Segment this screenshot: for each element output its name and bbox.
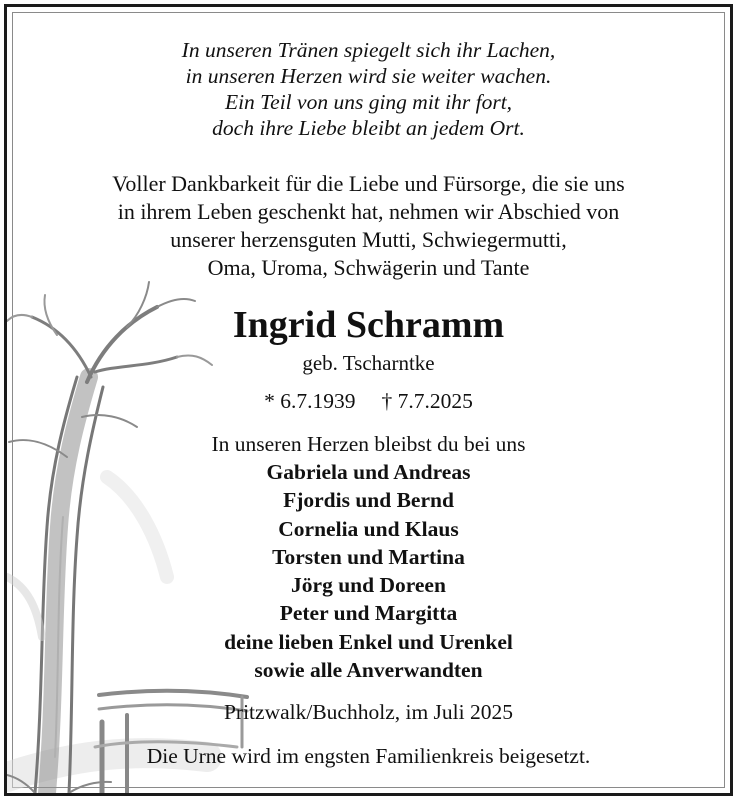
place-and-date: Pritzwalk/Buchholz, im Juli 2025 — [223, 700, 514, 724]
deceased-name: Ingrid Schramm — [232, 304, 505, 346]
mourner-entry: Gabriela und Andreas — [266, 460, 471, 484]
poem-line: In unseren Tränen spiegelt sich ihr Lachen, — [181, 38, 556, 62]
mourner-entry: Cornelia und Klaus — [278, 516, 459, 541]
intro-line: Voller Dankbarkeit für die Liebe und Fürsorge, die sie uns — [112, 171, 625, 196]
mourners-list — [7, 458, 730, 684]
burial-note: Die Urne wird im engsten Familienkreis beigesetzt. — [146, 744, 591, 768]
mourner-entry: Torsten und Martina — [272, 544, 465, 569]
mourner-entry: Jörg und Doreen — [291, 573, 446, 598]
intro-text — [7, 170, 730, 282]
mourner-entry: Peter und Margitta — [279, 601, 458, 626]
obituary-frame — [4, 4, 733, 796]
death-date: † 7.7.2025 — [381, 389, 473, 413]
memorial-poem — [7, 37, 730, 141]
mourner-entry: Fjordis und Bernd — [283, 488, 454, 513]
intro-line: in ihrem Leben geschenkt hat, nehmen wir Abschied von — [117, 199, 620, 224]
poem-line: in unseren Herzen wird sie weiter wachen. — [185, 64, 552, 88]
closing-line: In unseren Herzen bleibst du bei uns — [211, 432, 526, 456]
intro-line: unserer herzensguten Mutti, Schwiegermutti, — [170, 227, 567, 252]
intro-line: Oma, Uroma, Schwägerin und Tante — [207, 255, 530, 280]
life-dates — [7, 387, 730, 415]
poem-line: doch ihre Liebe bleibt an jedem Ort. — [212, 116, 525, 140]
mourner-entry: deine lieben Enkel und Urenkel — [224, 629, 513, 654]
poem-line: Ein Teil von uns ging mit ihr fort, — [224, 90, 513, 114]
mourner-entry: sowie alle Anverwandten — [254, 658, 483, 683]
maiden-name: geb. Tscharntke — [302, 351, 435, 375]
birth-date: * 6.7.1939 — [264, 389, 356, 413]
